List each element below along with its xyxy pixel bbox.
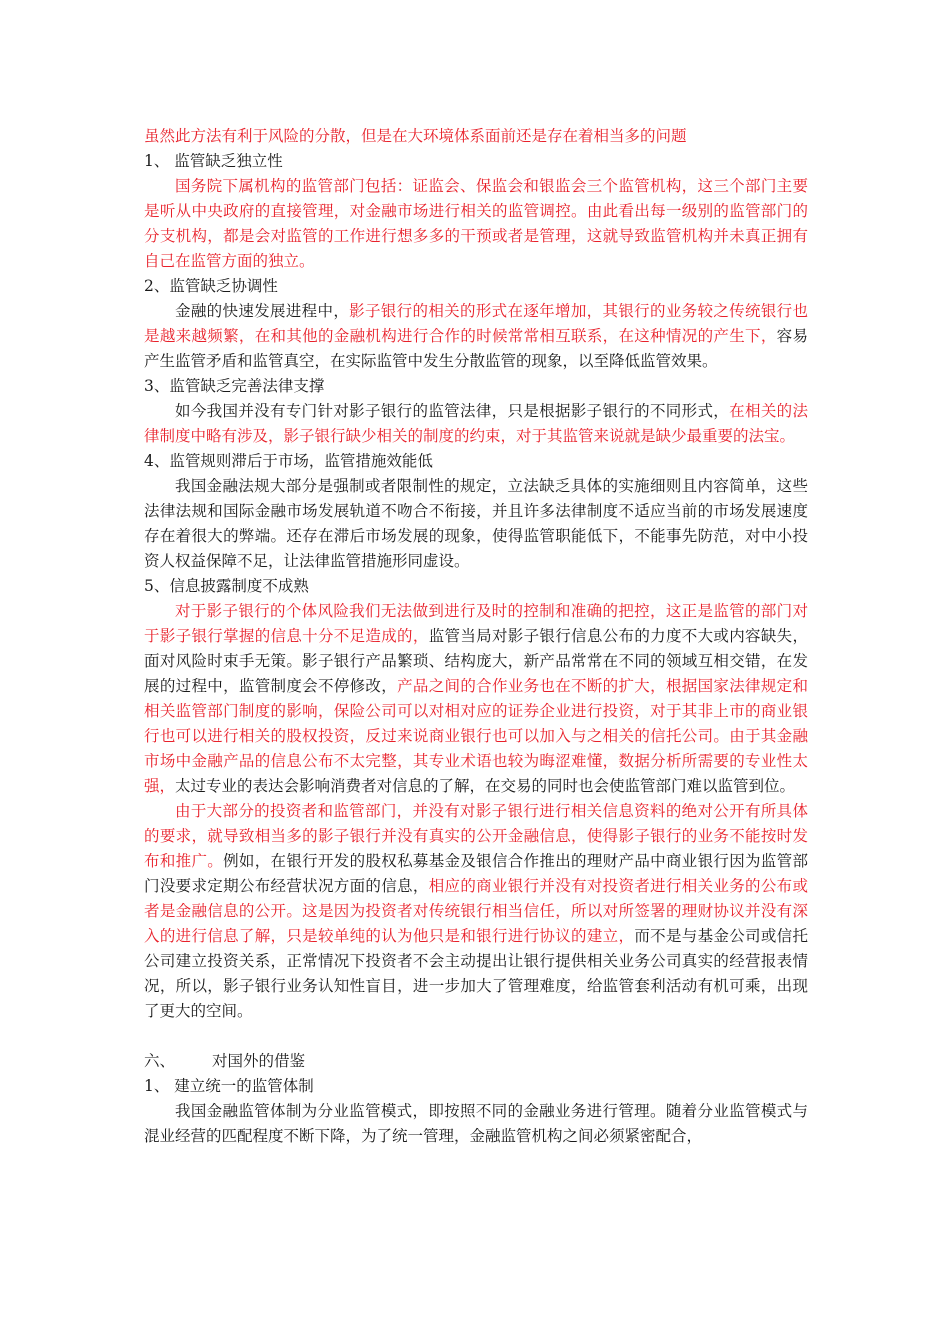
- paragraph-2: [144, 299, 808, 374]
- heading-1: 1、 监管缺乏独立性: [144, 152, 283, 170]
- text-run: 我国金融法规大部分是强制或者限制性的规定，立法缺乏具体的实施细则且内容简单，这些法律法规和国际金融市场发展轨道不吻合不衔接，并且许多法律制度不适应当前的市场发展速度存在着很大的弊端。还存在滞后市场发展的现象，使得监管职能低下，不能事先防范，对中小投资人权益保障不足，让法律监管措施形同虚设。: [144, 477, 808, 570]
- text-run: 容易产生监管矛盾和监管真空，在实际监管中发生分散监管的现象，以至降低监管效果。: [144, 327, 808, 370]
- heading-2: 2、监管缺乏协调性: [144, 277, 278, 295]
- text-run: 而不是与基金公司或信托公司建立投资关系，正常情况下投资者不会主动提出让银行提供相关业务公司真实的经营报表情况，所以，影子银行业务认知性盲目，进一步加大了管理难度，给监管套利活动有机可乘，出现了更大的空间。: [144, 927, 808, 1020]
- heading-4: 4、监管规则滞后于市场，监管措施效能低: [144, 452, 433, 470]
- text-run: 由于大部分的投资者和监管部门，并没有对影子银行进行相关信息资料的绝对公开有所具体的要求，就导致相当多的影子银行并没有真实的公开金融信息，使得影子银行的业务不能按时发布和推广。: [144, 802, 808, 870]
- paragraph-6: [144, 799, 808, 1024]
- text-run: 我国金融监管体制为分业监管模式，即按照不同的金融业务进行管理。随着分业监管模式与混业经营的匹配程度不断下降，为了统一管理，金融监管机构之间必须紧密配合，: [144, 1102, 808, 1145]
- heading-7: 1、 建立统一的监管体制: [144, 1077, 314, 1095]
- paragraph-7: [144, 1099, 808, 1149]
- heading-5: 5、信息披露制度不成熟: [144, 577, 309, 595]
- paragraph-3: [144, 399, 808, 449]
- text-run: 在相关的法律制度中略有涉及，影子银行缺少相关的制度的约束，对于其监管来说就是缺少最重要的法宝。: [144, 402, 808, 445]
- paragraph-4: [144, 474, 808, 574]
- blank-line: [144, 1024, 808, 1049]
- text-run: 国务院下属机构的监管部门包括：证监会、保监会和银监会三个监管机构，这三个部门主要是听从中央政府的直接管理，对金融市场进行相关的监管调控。由此看出每一级别的监管部门的分支机构，都是会对监管的工作进行想多多的干预或者是管理，这就导致监管机构并未真正拥有自己在监管方面的独立。: [144, 177, 808, 270]
- text-run: 例如，在银行开发的股权私募基金及银信合作推出的理财产品中商业银行因为监管部门没要求定期公布经营状况方面的信息，: [144, 852, 808, 895]
- text-run: 产品之间的合作业务也在不断的扩大，根据国家法律规定和相关监管部门制度的影响，保险公司可以对相对应的证券企业进行投资，对于其非上市的商业银行也可以进行相关的股权投资，反过来说商业银行也可以加入与之相关的信托公司。由于其金融市场中金融产品的信息公布不太完整，其专业术语也较为晦涩难懂，数据分析所需要的专业性太强，: [144, 677, 808, 795]
- text-run: 对于影子银行的个体风险我们无法做到进行及时的控制和准确的把控，这正是监管的部门对于影子银行掌握的信息十分不足造成的，: [144, 602, 808, 645]
- intro-line: 虽然此方法有利于风险的分散，但是在大环境体系面前还是存在着相当多的问题: [144, 127, 687, 145]
- heading-3: 3、监管缺乏完善法律支撑: [144, 377, 325, 395]
- section-heading: [144, 1049, 808, 1074]
- text-run: 监管当局对影子银行信息公布的力度不大或内容缺失，面对风险时束手无策。影子银行产品繁琐、结构庞大，新产品常常在不同的领域互相交错，在发展的过程中，监管制度会不停修改，: [144, 627, 808, 695]
- text-run: 如今我国并没有专门针对影子银行的监管法律，只是根据影子银行的不同形式，: [175, 402, 730, 420]
- text-run: 相应的商业银行并没有对投资者进行相关业务的公布或者是金融信息的公开。这是因为投资者对传统银行相当信任，所以对所签署的理财协议并没有深入的进行信息了解，只是较单纯的认为他只是和银行进行协议的建立，: [144, 877, 808, 945]
- section-number: 六、: [144, 1052, 176, 1070]
- text-run: 影子银行的相关的形式在逐年增加，其银行的业务较之传统银行也是越来越频繁，在和其他的金融机构进行合作的时候常常相互联系，在这种情况的产生下，: [144, 302, 808, 345]
- paragraph-1: [144, 174, 808, 274]
- document-page: [144, 124, 808, 1149]
- section-title: 对国外的借鉴: [212, 1052, 306, 1070]
- text-run: 金融的快速发展进程中，: [175, 302, 350, 320]
- text-run: 太过专业的表达会影响消费者对信息的了解，在交易的同时也会使监管部门难以监管到位。: [175, 777, 796, 795]
- paragraph-5: [144, 599, 808, 799]
